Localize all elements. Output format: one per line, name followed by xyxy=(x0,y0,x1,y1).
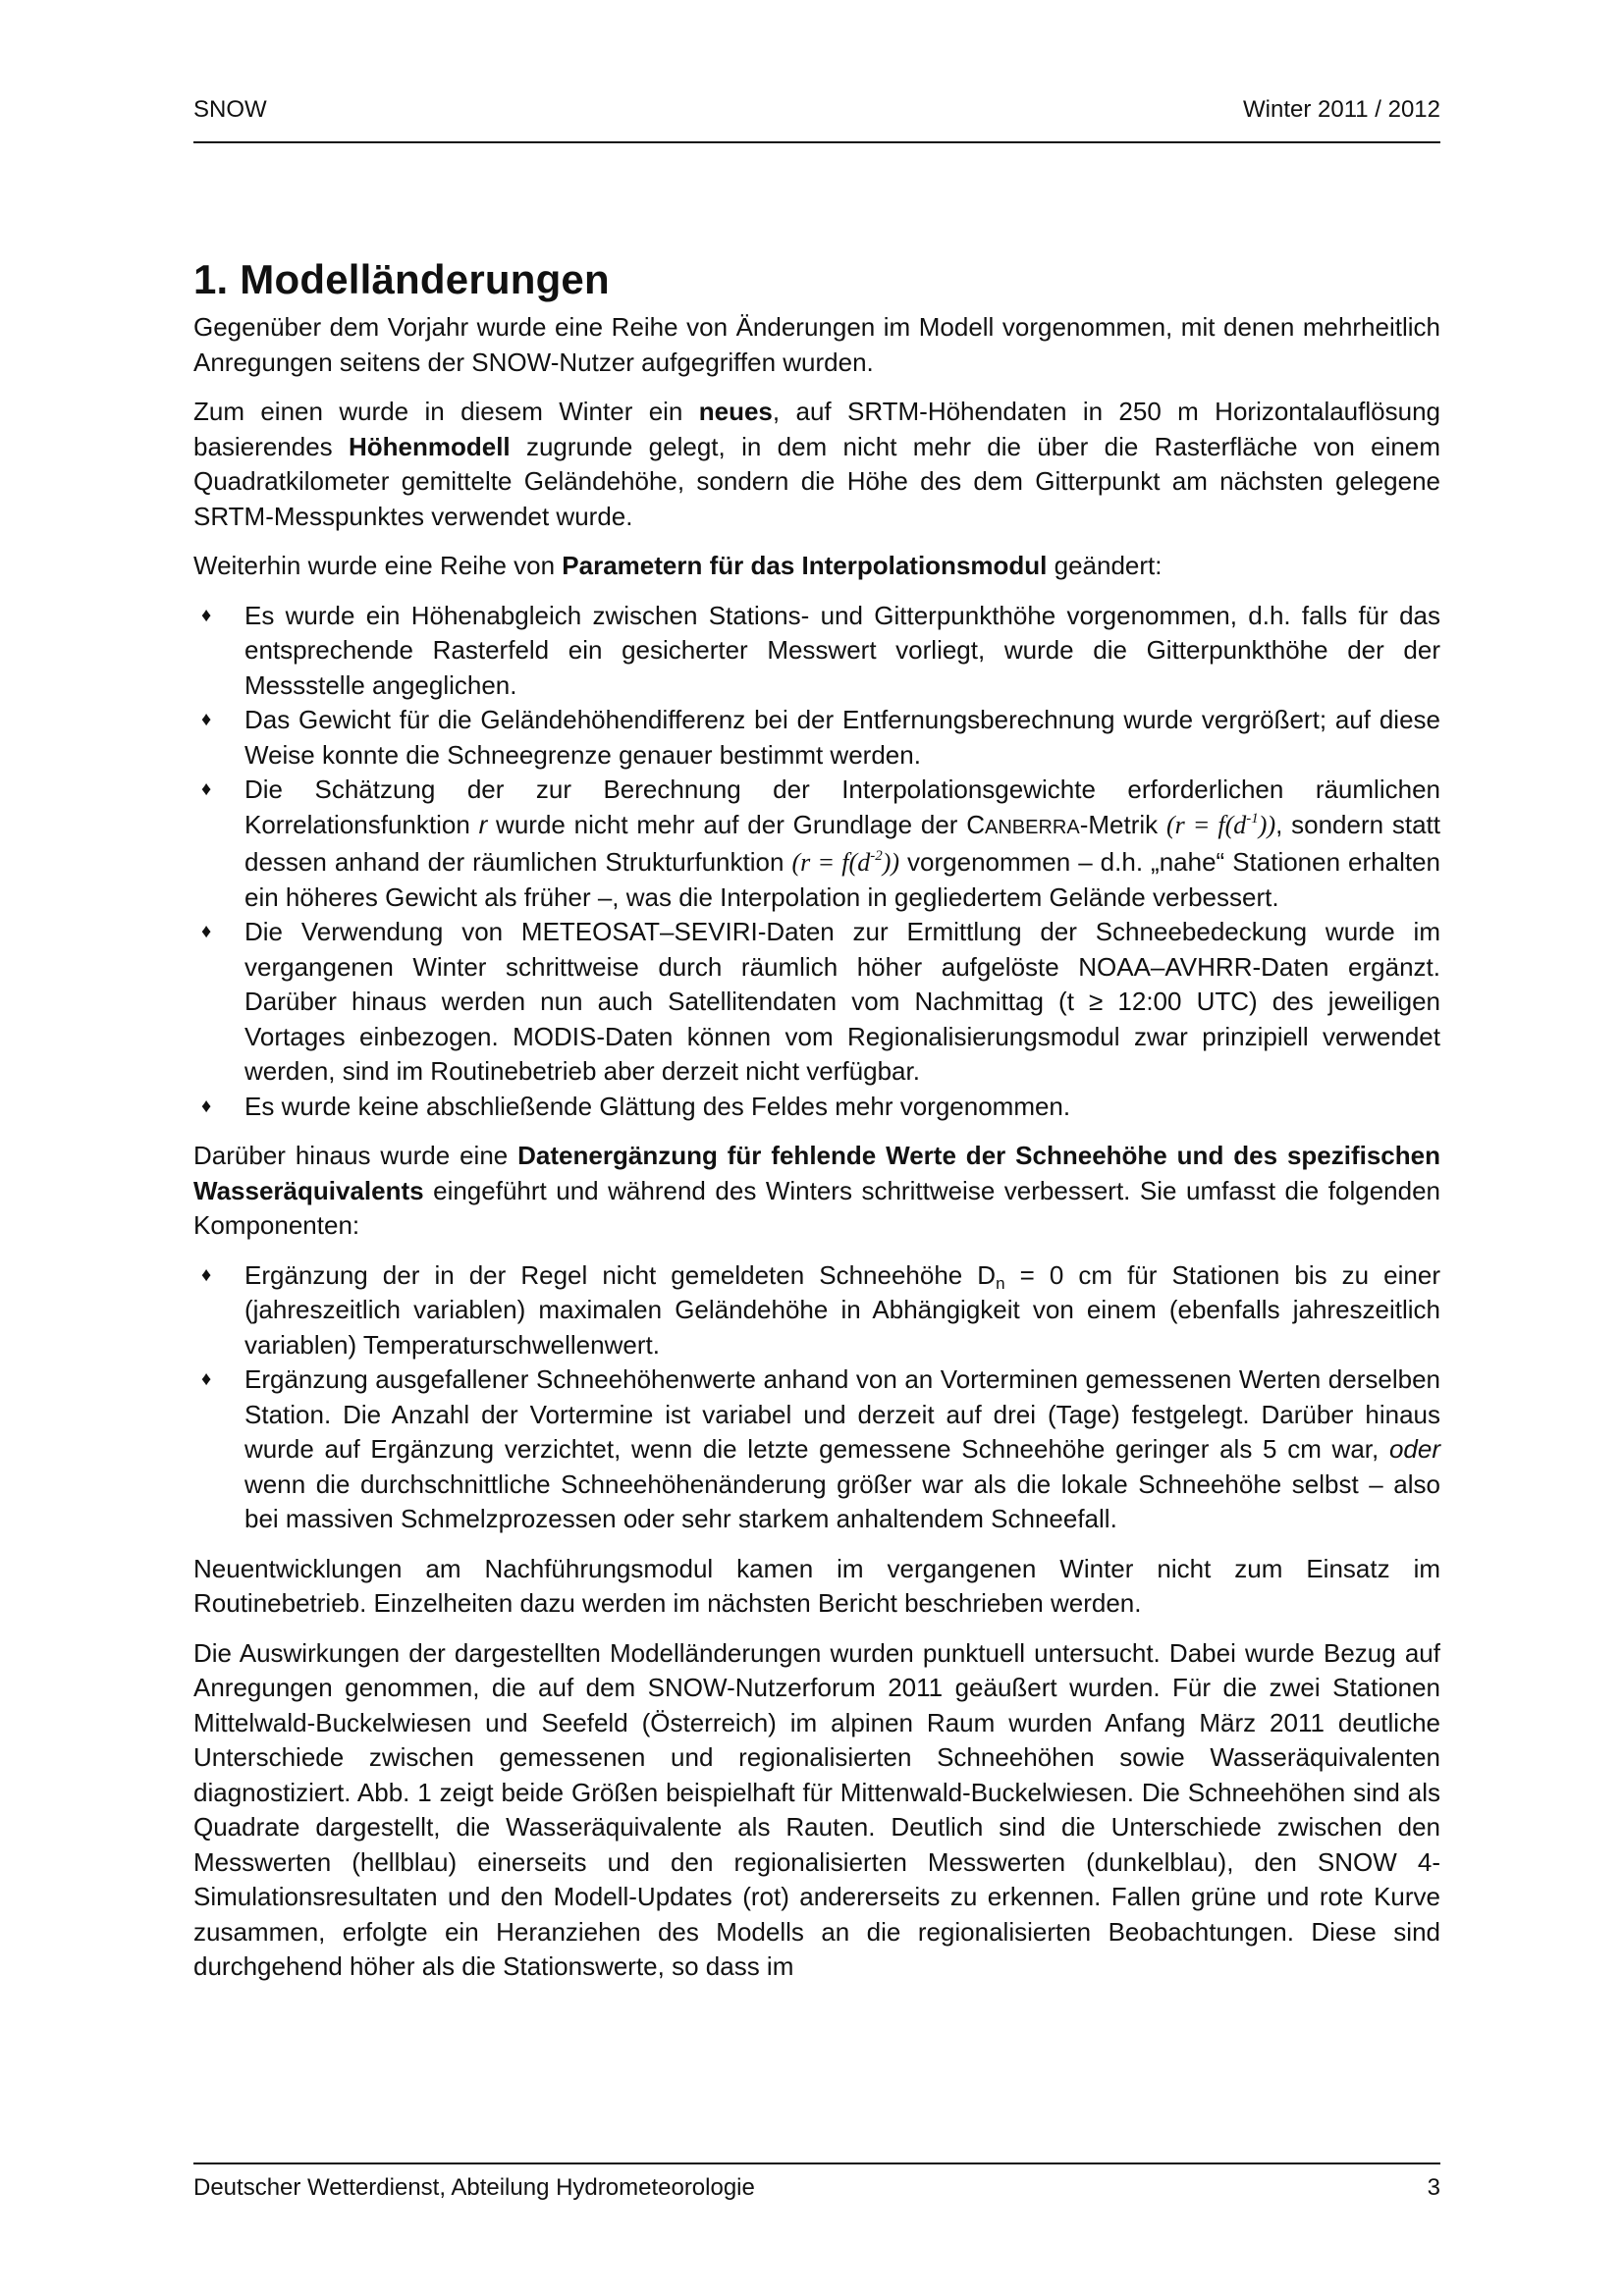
bullet-icon: ♦ xyxy=(201,709,212,731)
list-item-text: Es wurde ein Höhenabgleich zwischen Stations- und Gitterpunkthöhe vorgenommen, d.h. falls für das entsprechende Rasterfeld ein gesicherter Messwert vorliegt, wurde die Gitterpunkthöhe der der Messstelle angeglichen. xyxy=(244,600,1440,700)
list-item-text: Ergänzung der in der Regel nicht gemeldeten Schneehöhe D xyxy=(244,1259,997,1290)
list-item-text: Das Gewicht für die Geländehöhendifferenz bei der Entfernungsberechnung wurde vergrößert; auf diese Weise konnte die Schneegrenze genauer bestimmt werden. xyxy=(244,705,1440,770)
paragraph-new-developments: Neuentwicklungen am Nachführungsmodul kamen im vergangenen Winter nicht zum Einsatz im Routinebetrieb. Einzelheiten dazu werden im nächsten Bericht beschrieben werden. xyxy=(193,1553,1440,1619)
list-item-text: wenn die durchschnittliche Schneehöhenänderung größer war als die lokale Schneehöhe selbst – also bei massiven Schmelzprozessen oder sehr starkem anhaltendem Schneefall. xyxy=(244,1468,1440,1534)
page-header xyxy=(193,96,1440,143)
formula-text: )) xyxy=(882,848,900,878)
list-item xyxy=(193,1090,1440,1125)
list-item xyxy=(193,915,1440,1090)
list-item-text: Die Schätzung der zur Berechnung der Interpolationsgewichte erforderlichen räumlichen Korrelationsfunktion xyxy=(244,774,1440,839)
text-run: eingeführt und während des Winters schrittweise verbessert. Sie umfasst die folgenden Komponenten: xyxy=(193,1175,1440,1241)
list-item-text: vorgenommen – d.h. „nahe“ Stationen erhalten ein höheres Gewicht als früher –, was die Interpolation in gegliedertem Gelände verbessert. xyxy=(244,847,1441,912)
list-item-text: wurde nicht mehr auf der Grundlage der C xyxy=(487,809,986,839)
document-page xyxy=(193,0,1440,2296)
paragraph-effects: Die Auswirkungen der dargestellten Modelländerungen wurden punktuell untersucht. Dabei wurde Bezug auf Anregungen genommen, die auf dem SNOW-Nutzerforum 2011 geäußert wurden. Für die zwei Stationen Mittelwald-Buckelwiesen und Seefeld (Österreich) im alpinen Raum wurden Anfang März 2011 deutliche Unterschiede zwischen gemessenen und regionalisierten Schneehöhen sowie Wasseräquivalenten diagnostiziert. Abb. 1 zeigt beide Größen beispielhaft für Mittenwald-Buckelwiesen. Die Schneehöhen sind als Quadrate dargestellt, die Wasseräquivalente als Rauten. Deutlich sind die Unterschiede zwischen den Messwerten (hellblau) einerseits und den regionalisierten Messwerten (dunkelblau), den SNOW 4-Simulationsresultaten und den Modell-Updates (rot) andererseits zu erkennen. Fallen grüne und rote Kurve zusammen, erfolgte ein Heranziehen des Modells an die regionalisierten Beobachtungen. Diese sind durchgehend höher als die Stationswerte, so dass im xyxy=(193,1637,1440,1982)
bold-text: Höhenmodell xyxy=(348,431,511,461)
component-list xyxy=(193,1258,1440,1537)
formula-exponent: -1 xyxy=(1246,810,1259,827)
header-right: Winter 2011 / 2012 xyxy=(1242,96,1440,123)
list-item-text: Die Verwendung von METEOSAT–SEVIRI-Daten zur Ermittlung der Schneebedeckung wurde im vergangenen Winter schrittweise durch räumlich höher aufgelöste NOAA–AVHRR-Daten ergänzt. Darüber hinaus werden nun auch Satellitendaten vom Nachmittag (t ≥ 12:00 UTC) des jeweiligen Vortages einbezogen. MODIS-Daten können vom Regionalisierungsmodul zwar prinzipiell verwendet werden, sind im Routinebetrieb aber derzeit nicht verfügbar. xyxy=(244,917,1440,1087)
math-formula xyxy=(1166,811,1275,839)
math-formula xyxy=(791,848,899,877)
list-item-text: -Metrik xyxy=(1079,809,1166,839)
text-run: Zum einen wurde in diesem Winter ein xyxy=(193,397,699,427)
footer-left: Deutscher Wetterdienst, Abteilung Hydrometeorologie xyxy=(193,2174,755,2201)
text-run: geändert: xyxy=(1047,551,1163,581)
formula-text: (r = f(d xyxy=(1165,810,1247,839)
list-item xyxy=(193,1362,1440,1537)
paragraph-parameters xyxy=(193,549,1440,584)
page-footer xyxy=(193,2163,1440,2202)
bold-text: Parametern für das Interpolationsmodul xyxy=(562,551,1048,581)
bullet-icon: ♦ xyxy=(201,921,212,943)
list-item xyxy=(193,773,1440,915)
formula-exponent: -2 xyxy=(870,848,883,865)
text-run: zugrunde gelegt, in dem nicht mehr die über die Rasterfläche von einem Quadratkilometer gemittelte Geländehöhe, sondern die Höhe des dem Gitterpunkt am nächsten gelegene SRTM-Messpunktes verwendet wurde. xyxy=(193,431,1440,531)
list-item-text: Es wurde keine abschließende Glättung des Feldes mehr vorgenommen. xyxy=(244,1091,1071,1121)
text-run: Weiterhin wurde eine Reihe von xyxy=(193,551,563,581)
list-item xyxy=(193,703,1440,773)
formula-text: )) xyxy=(1258,810,1276,839)
list-item xyxy=(193,599,1440,704)
page-number: 3 xyxy=(1427,2174,1440,2201)
paragraph-intro: Gegenüber dem Vorjahr wurde eine Reihe von Änderungen im Modell vorgenommen, mit denen mehrheitlich Anregungen seitens der SNOW-Nutzer aufgegriffen wurden. xyxy=(193,312,1440,377)
list-item-text: Ergänzung ausgefallener Schneehöhenwerte anhand von an Vorterminen gemessenen Werten derselben Station. Die Anzahl der Vortermine ist variabel und derzeit auf drei (Tage) festgelegt. Darüber hinaus wurde auf Ergänzung verzichtet, wenn die letzte gemessene Schneehöhe geringer als 5 cm war, xyxy=(244,1364,1440,1465)
bold-text: neues xyxy=(698,397,773,427)
math-variable: r xyxy=(478,809,488,839)
bullet-icon: ♦ xyxy=(201,778,212,801)
page-content xyxy=(193,257,1440,2000)
bullet-icon: ♦ xyxy=(201,604,212,626)
bullet-icon: ♦ xyxy=(201,1368,212,1391)
list-item-text: , sondern statt dessen anhand der räumlichen Strukturfunktion xyxy=(244,809,1440,878)
bold-text: Datenergänzung für fehlende Werte der Schneehöhe und des spezifischen Wasseräquivalents xyxy=(193,1141,1440,1205)
small-caps-text: ANBERRA xyxy=(985,816,1080,838)
list-item xyxy=(193,1258,1440,1363)
subscript: n xyxy=(996,1273,1005,1293)
bullet-icon: ♦ xyxy=(201,1095,212,1117)
paragraph-height-model xyxy=(193,395,1440,534)
text-run: Darüber hinaus wurde eine xyxy=(193,1141,518,1171)
header-left: SNOW xyxy=(193,96,267,123)
list-item-text: = 0 cm für Stationen bis zu einer (jahreszeitlich variablen) maximalen Geländehöhe in Abhängigkeit von einem (ebenfalls jahreszeitlich variablen) Temperaturschwellenwert. xyxy=(244,1259,1440,1360)
parameter-list xyxy=(193,599,1440,1125)
formula-text: (r = f(d xyxy=(791,848,871,878)
bullet-icon: ♦ xyxy=(201,1263,212,1286)
section-title: 1. Modelländerungen xyxy=(193,256,610,302)
italic-text: oder xyxy=(1388,1434,1440,1465)
paragraph-data-completion xyxy=(193,1139,1440,1244)
text-run: , auf SRTM-Höhendaten in 250 m Horizontalauflösung basierendes xyxy=(193,397,1440,461)
